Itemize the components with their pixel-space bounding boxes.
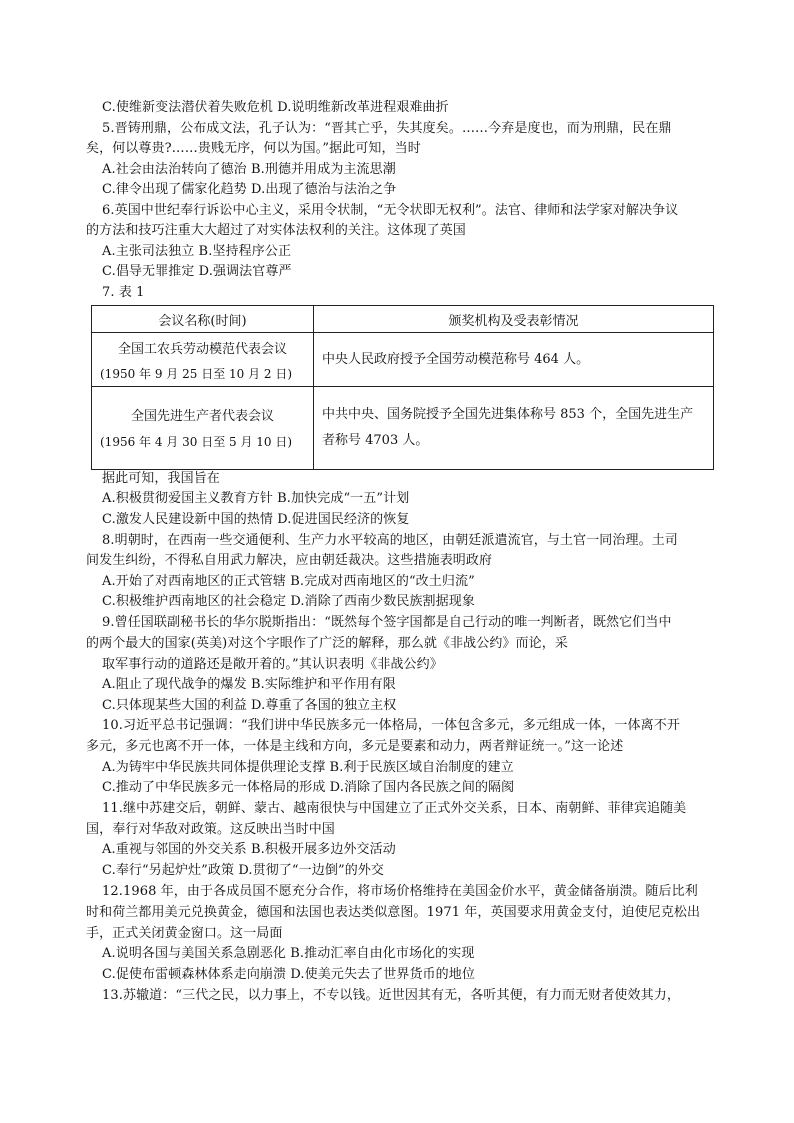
q10-options-cd: C.推动了中华民族多元一体格局的形成 D.消除了国内各民族之间的隔阂 <box>102 780 515 795</box>
table-header-award: 颁奖机构及受表彰情况 <box>314 306 714 333</box>
table-cell-award: 中央人民政府授予全国劳动模范称号 464 人。 <box>314 333 714 387</box>
q8-stem-line1: 8.明朝时，在西南一些交通便利、生产力水平较高的地区，由朝廷派遣流官，与土官一同治理。土司 <box>102 533 678 548</box>
table-cell-meeting <box>92 333 314 387</box>
q7-options-cd: C.激发人民建设新中国的热情 D.促进国民经济的恢复 <box>102 512 410 527</box>
table-cell-meeting <box>92 387 314 470</box>
q11-options-cd: C.奉行“另起炉灶”政策 D.贯彻了“一边倒”的外交 <box>102 863 385 878</box>
q11-stem-line2: 国，奉行对华敌对政策。这反映出当时中国 <box>86 822 335 837</box>
q7-stem: 据此可知，我国旨在 <box>102 471 220 486</box>
q11-stem-line1: 11.继中苏建交后，朝鲜、蒙古、越南很快与中国建立了正式外交关系，日本、南朝鲜、菲律宾追随美 <box>102 801 687 816</box>
q5-stem-line2: 矣，何以尊贵?……贵贱无序，何以为国。”据此可知，当时 <box>86 141 421 156</box>
q10-stem-line2: 多元，多元也离不开一体，一体是主线和方向，多元是要素和动力，两者辩证统一。”这一论述 <box>86 739 624 754</box>
meeting-name: 全国先进生产者代表会议 <box>130 408 274 424</box>
q9-options-ab: A.阻止了现代战争的爆发 B.实际维护和平作用有限 <box>102 677 396 692</box>
q7-options-ab: A.积极贯彻爱国主义教育方针 B.加快完成“一五”计划 <box>102 491 410 506</box>
q6-stem-line2: 的方法和技巧注重大大超过了对实体法权利的关注。这体现了英国 <box>86 223 466 238</box>
q7-table-caption: 7. 表 1 <box>102 285 145 300</box>
q9-stem-line3: 取军事行动的道路还是敞开着的。”其认识表明《非战公约》 <box>102 657 443 672</box>
q9-options-cd: C.只体现某些大国的利益 D.尊重了各国的独立主权 <box>102 698 397 713</box>
meeting-time: (1950 年 9 月 25 日至 10 月 2 日) <box>100 366 293 381</box>
q8-stem-line2: 间发生纠纷，不得私自用武力解决，应由朝廷裁决。这些措施表明政府 <box>86 553 493 568</box>
q8-options-cd: C.积极维护西南地区的社会稳定 D.消除了西南少数民族割据现象 <box>102 594 475 609</box>
q6-stem-line1: 6.英国中世纪奉行诉讼中心主义，采用令状制，“无令状即无权利”。法官、律师和法学家对解决争议 <box>102 203 679 218</box>
meeting-time: (1956 年 4 月 30 日至 5 月 10 日) <box>100 434 293 449</box>
table-cell-award: 中共中央、国务院授予全国先进集体称号 853 个，全国先进生产者称号 4703 人。 <box>314 387 714 470</box>
q12-stem-line3: 手，正式关闭黄金窗口。这一局面 <box>86 926 283 941</box>
table-row <box>92 387 714 470</box>
table-header-meeting: 会议名称(时间) <box>92 306 314 333</box>
q4-options-cd: C.使维新变法潜伏着失败危机 D.说明维新改革进程艰难曲折 <box>102 100 449 115</box>
q5-stem-line1: 5.晋铸刑鼎，公布成文法，孔子认为：“晋其亡乎，失其度矣。……今弃是度也，而为刑鼎，民在鼎 <box>102 121 672 136</box>
q12-stem-line2: 时和荷兰都用美元兑换黄金，德国和法国也表达类似意图。1971 年，英国要求用黄金支付，迫使尼克松出 <box>86 905 701 920</box>
meeting-name: 全国工农兵劳动模范代表会议 <box>117 341 287 357</box>
q6-options-cd: C.倡导无罪推定 D.强调法官尊严 <box>102 264 292 279</box>
table-row <box>92 333 714 387</box>
q8-options-ab: A.开始了对西南地区的正式管辖 B.完成对西南地区的“改土归流” <box>102 574 475 589</box>
q12-stem-line1: 12.1968 年，由于各成员国不愿充分合作，将市场价格维持在美国金价水平，黄金储备崩溃。随后比利 <box>102 884 698 899</box>
q12-options-cd: C.促使布雷顿森林体系走向崩溃 D.使美元失去了世界货币的地位 <box>102 967 475 982</box>
q12-options-ab: A.说明各国与美国关系急剧恶化 B.推动汇率自由化市场化的实现 <box>102 946 475 961</box>
q9-stem-line2: 的两个最大的国家(英美)对这个字眼作了广泛的解释，那么就《非战公约》而论，采 <box>86 636 568 651</box>
q13-stem-line1: 13.苏辙道：“三代之民，以力事上，不专以钱。近世因其有无，各听其便，有力而无财者使效其力， <box>102 988 680 1003</box>
q5-options-cd: C.律令出现了儒家化趋势 D.出现了德治与法治之争 <box>102 182 397 197</box>
q9-stem-line1: 9.曾任国联副秘书长的华尔脱斯指出：“既然每个签字国都是自己行动的唯一判断者，既然它们当中 <box>102 615 672 630</box>
q6-options-ab: A.主张司法独立 B.坚持程序公正 <box>102 244 292 259</box>
q5-options-ab: A.社会由法治转向了德治 B.刑德并用成为主流思潮 <box>102 162 396 177</box>
q10-stem-line1: 10.习近平总书记强调：“我们讲中华民族多元一体格局，一体包含多元，多元组成一体，一体离不开 <box>102 718 680 733</box>
table-1 <box>91 305 714 470</box>
q11-options-ab: A.重视与邻国的外交关系 B.积极开展多边外交活动 <box>102 842 396 857</box>
q10-options-ab: A.为铸牢中华民族共同体提供理论支撑 B.利于民族区域自治制度的建立 <box>102 760 514 775</box>
